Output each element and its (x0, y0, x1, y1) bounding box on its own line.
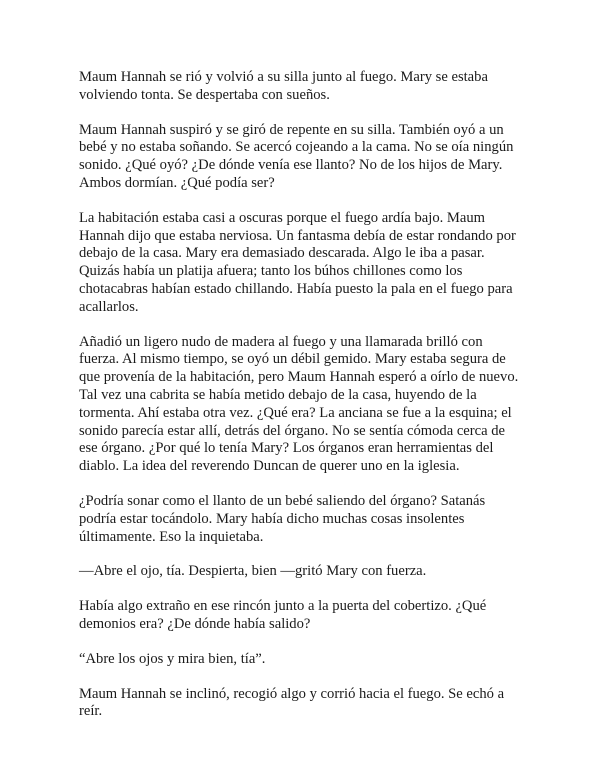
paragraph-4: Añadió un ligero nudo de madera al fuego y una llamarada brilló con fuerza. Al mismo tiempo, se oyó un débil gemido. Mary estaba segura de que provenía de la habitación, pero Maum Hannah esperó a oírlo de nuevo. Tal vez una cabrita se había metido debajo de la casa, huyendo de la tormenta. Ahí estaba otra vez. ¿Qué era? La anciana se fue a la esquina; el sonido parecía estar allí, detrás del órgano. No se sentía cómoda cerca de ese órgano. ¿Por qué lo tenía Mary? Los órganos eran herramientas del diablo. La idea del reverendo Duncan de querer uno en la iglesia. (79, 333, 519, 475)
body-text (79, 69, 521, 738)
paragraph-6: —Abre el ojo, tía. Despierta, bien —gritó Mary con fuerza. (79, 563, 427, 580)
paragraph-5: ¿Podría sonar como el llanto de un bebé saliendo del órgano? Satanás podría estar tocándolo. Mary había dicho muchas cosas insolentes últimamente. Eso la inquietaba. (79, 492, 486, 545)
paragraph-3: La habitación estaba casi a oscuras porque el fuego ardía bajo. Maum Hannah dijo que estaba nerviosa. Un fantasma debía de estar rondando por debajo de la casa. Mary era demasiado descarada. Algo le iba a pasar. Quizás había un platija afuera; tanto los búhos chillones como los chotacabras habían estado chillando. Había puesto la pala en el fuego para acallarlos. (79, 209, 516, 315)
paragraph-7: Había algo extraño en ese rincón junto a la puerta del cobertizo. ¿Qué demonios era? ¿De dónde había salido? (79, 598, 487, 632)
paragraph-8: “Abre los ojos y mira bien, tía”. (79, 650, 266, 667)
paragraph-1: Maum Hannah se rió y volvió a su silla junto al fuego. Mary se estaba volviendo tonta. Se despertaba con sueños. (79, 69, 488, 103)
paragraph-9: Maum Hannah se inclinó, recogió algo y corrió hacia el fuego. Se echó a reír. (79, 685, 505, 720)
paragraph-2: Maum Hannah suspiró y se giró de repente en su silla. También oyó a un bebé y no estaba soñando. Se acercó cojeando a la cama. No se oía ningún sonido. ¿Qué oyó? ¿De dónde venía ese llanto? No de los hijos de Mary. Ambos dormían. ¿Qué podía ser? (79, 121, 514, 191)
